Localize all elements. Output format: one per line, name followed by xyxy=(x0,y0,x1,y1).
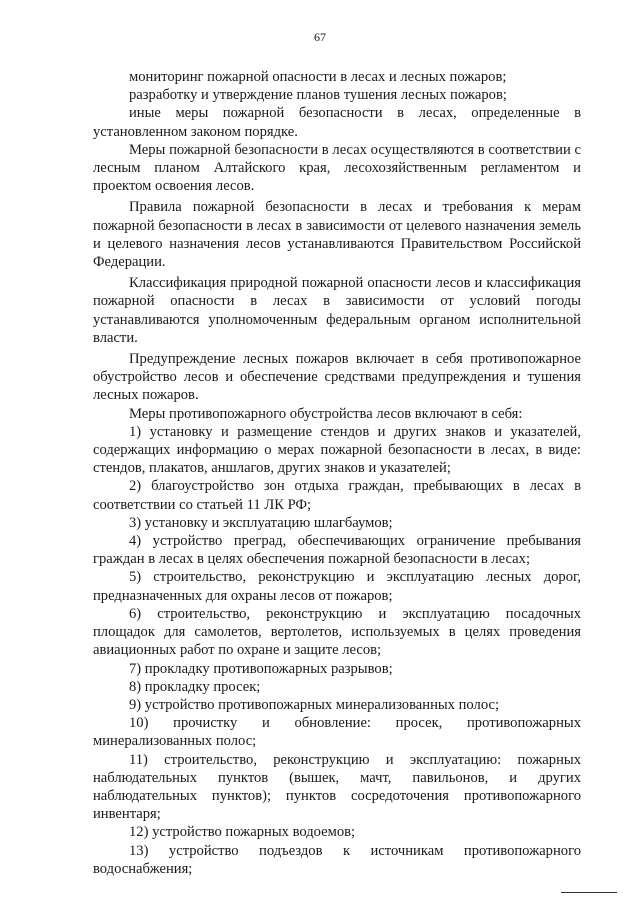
measure-item-3: 3) установку и эксплуатацию шлагбаумов; xyxy=(129,514,393,531)
measure-item-2: 2) благоустройство зон отдыха граждан, пребывающих в лесах в соответствии со статьей 11 ЛК РФ; xyxy=(93,478,581,513)
document-body xyxy=(93,68,581,878)
paragraph-rules: Правила пожарной безопасности в лесах и требования к мерам пожарной безопасности в лесах в зависимости от целевого назначения земель и целевого назначения лесов устанавливаются Правительством Российской Федерации. xyxy=(93,199,581,271)
measure-item-6: 6) строительство, реконструкцию и эксплуатацию посадочных площадок для самолетов, вертолетов, используемых в целях проведения авиационных работ по охране и защите лесов; xyxy=(93,605,581,659)
measure-item-8: 8) прокладку просек; xyxy=(129,678,261,695)
measure-item-7: 7) прокладку противопожарных разрывов; xyxy=(129,660,393,677)
measure-item-1: 1) установку и размещение стендов и других знаков и указателей, содержащих информацию о мерах пожарной безопасности в лесах, в виде: стендов, плакатов, аншлагов, других знаков и указателей; xyxy=(93,423,581,477)
paragraph-forest-plan: Меры пожарной безопасности в лесах осуществляются в соответствии с лесным планом Алтайского края, лесохозяйственным регламентом и проектом освоения лесов. xyxy=(93,141,581,195)
measure-item-12: 12) устройство пожарных водоемов; xyxy=(129,824,356,841)
measure-item-9: 9) устройство противопожарных минерализованных полос; xyxy=(129,696,500,713)
list-item-other-measures: иные меры пожарной безопасности в лесах, определенные в установленном законом порядке. xyxy=(93,105,581,140)
list-item-monitoring: мониторинг пожарной опасности в лесах и лесных пожаров; xyxy=(129,69,507,85)
paragraph-prevention: Предупреждение лесных пожаров включает в себя противопожарное обустройство лесов и обеспечение средствами предупреждения и тушения лесных пожаров. xyxy=(93,351,581,404)
measure-item-5: 5) строительство, реконструкцию и эксплуатацию лесных дорог, предназначенных для охраны лесов от пожаров; xyxy=(93,569,581,604)
measure-item-11: 11) строительство, реконструкцию и эксплуатацию: пожарных наблюдательных пунктов (вышек, мачт, павильонов, и других наблюдательных пунктов); пунктов сосредоточения противопожарного инвентаря; xyxy=(93,751,581,823)
measure-item-4: 4) устройство преград, обеспечивающих ограничение пребывания граждан в лесах в целях обеспечения пожарной безопасности в лесах; xyxy=(93,533,581,568)
list-item-extinguishing-plans: разработку и утверждение планов тушения лесных пожаров; xyxy=(129,87,507,104)
measure-item-13: 13) устройство подъездов к источникам противопожарного водоснабжения; xyxy=(93,842,581,877)
paragraph-classification: Классификация природной пожарной опасности лесов и классификация пожарной опасности в лесах в зависимости от условий погоды устанавливаются уполномоченным федеральным органом исполнительной власти. xyxy=(93,275,581,346)
paragraph-measures-intro: Меры противопожарного обустройства лесов включают в себя: xyxy=(129,405,523,422)
page-number: 67 xyxy=(314,30,326,44)
measure-item-10: 10) прочистку и обновление: просек, противопожарных минерализованных полос; xyxy=(93,715,581,750)
footer-rule xyxy=(561,892,617,893)
